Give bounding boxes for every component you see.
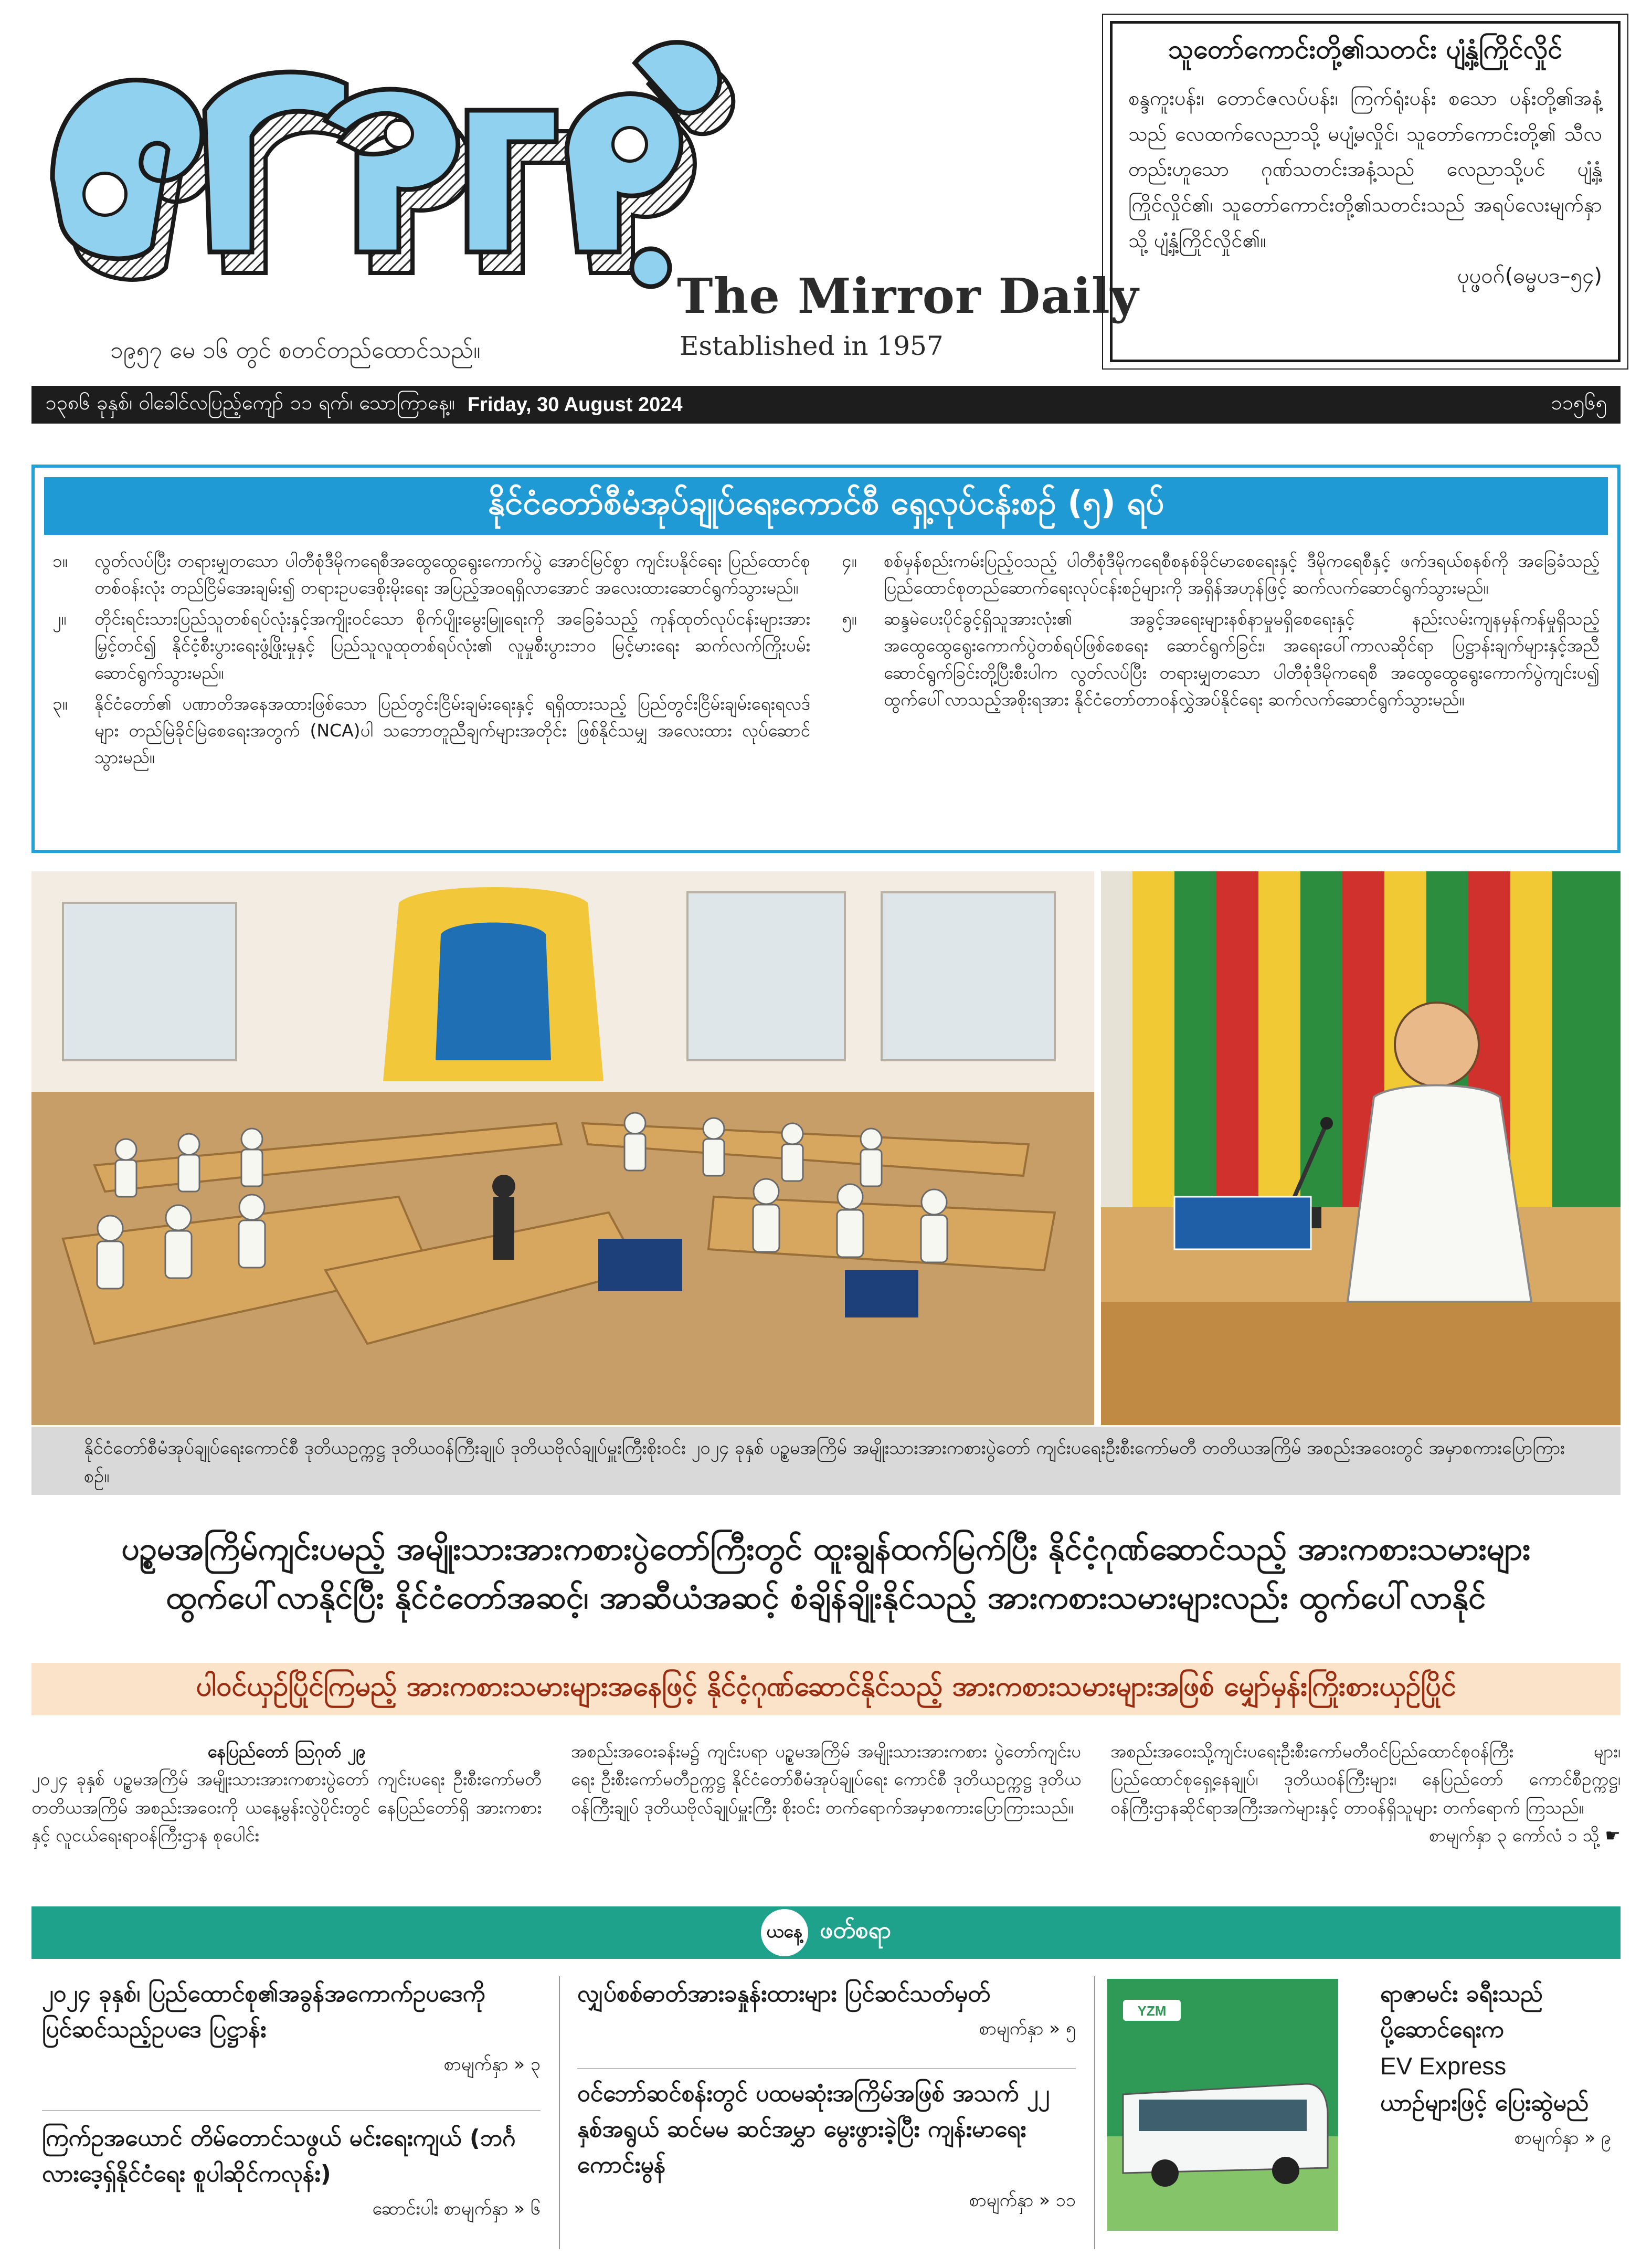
index-item-page: စာမျက်နှာ » ၉: [1514, 2127, 1611, 2148]
objective-item: [52, 690, 810, 771]
row-divider: [577, 2068, 1076, 2069]
objective-item: [52, 547, 810, 601]
index-item-page: စာမျက်နှာ » ၁၁: [969, 2189, 1076, 2211]
index-item[interactable]: [42, 1976, 541, 2079]
proverb-title: သူတော်ကောင်းတို့၏သတင်း ပျံ့နှံ့ကြိုင်လှိုင်: [1168, 34, 1563, 65]
speaker-photo: [1101, 871, 1621, 1425]
objectives-column-left: [52, 547, 810, 775]
objective-text: လွတ်လပ်ပြီး တရားမျှတသော ပါတီစုံဒီမိုကရေစီအထွေထွေရွေးကောက်ပွဲ အောင်မြင်စွာ ကျင်းပနိုင်ရေး ပြည်ထောင်စုတစ်ဝန်းလုံး တည်ငြိမ်အေးချမ်း၍ တရားဥပဒေစိုးမိုးရေး အပြည့်အဝရရှိလာအောင် အလေးထားဆောင်ရွက်သွားမည်။: [94, 551, 810, 598]
index-item[interactable]: [577, 1976, 1076, 2043]
index-item-title: ဝင်ဘော်ဆင်စန်းတွင် ပထမဆုံးအကြိမ်အဖြစ် အသက် ၂၂ နှစ်အရွယ် ဆင်မမ ဆင်အမွှာ မွေးဖွားခဲ့ပြီး ကျန်းမာရေး ကောင်းမွန်: [577, 2080, 1050, 2179]
objective-text: တိုင်းရင်းသားပြည်သူတစ်ရပ်လုံးနှင့်အကျိုးဝင်သော စိုက်ပျိုးမွေးမြူရေးကို အခြေခံသည့် ကုန်ထုတ်လုပ်ငန်းများအား မြှင့်တင်၍ နိုင်ငံ့စီးပွားရေးဖွံ့ဖြိုးမှုနှင့် ပြည်သူလူထုတစ်ရပ်လုံး၏ လူမှုစီးပွားဘဝ မြင့်မားရေး ဆက်လက်ကြိုးပမ်းဆောင်ရွက်သွားမည်။: [94, 608, 810, 683]
established-en: Established in 1957: [680, 331, 944, 361]
objective-item: [842, 605, 1600, 713]
objective-number: ၃။: [52, 693, 68, 714]
index-item-page: ဆောင်းပါး စာမျက်နှာ » ၆: [372, 2198, 541, 2220]
index-item-title-en: EV Express: [1380, 2052, 1507, 2080]
objective-item: [842, 547, 1600, 601]
ev-bus-image: [1107, 1979, 1338, 2231]
index-bar: [31, 1906, 1621, 1959]
objective-text: ဆန္ဒမဲပေးပိုင်ခွင့်ရှိသူအားလုံး၏ အခွင့်အရေးများနစ်နာမှုမရှိစေရေးနှင့် နည်းလမ်းကျနမှန်ကန်မှုရှိသည့် အထွေထွေရွေးကောက်ပွဲတစ်ရပ်ဖြစ်စေရေး ဆောင်ရွက်ခြင်း၊ အရေးပေါ်ကာလဆိုင်ရာ ပြဋ္ဌာန်းချက်များနှင့်အညီ ဆောင်ရွက်ခြင်းတို့ပြီးစီးပါက လွတ်လပ်ပြီး တရားမျှတသော ပါတီစုံဒီမိုကရေစီ အထွေထွေရွေးကောက်ပွဲကျင်းပ၍ ထွက်ပေါ်လာသည့်အစိုးရအား နိုင်ငံတော်တာဝန်လွှဲအပ်နိုင်ရေး ဆက်လက်ဆောင်ရွက်သွားမည်။: [884, 608, 1600, 710]
row-divider: [42, 2110, 541, 2111]
story-continue-link[interactable]: စာမျက်နှာ ၃ ကော်လံ ၁ သို့ ☛: [1429, 1825, 1621, 1846]
date-myanmar: ၁၃၈၆ ခုနှစ်၊ ဝါခေါင်လပြည့်ကျော် ၁၁ ရက်၊ သောကြာနေ့။: [45, 391, 455, 414]
story-column-3: [1110, 1737, 1621, 1895]
index-item-title: ကြက်ဥအယောင် တိမ်တောင်သဖွယ် မင်းရေးကျယ် (ဘင်္ဂလားဒေ့ရှ်နိုင်ငံရေး စူပါဆိုင်ကလုန်း): [42, 2125, 516, 2188]
story-column-1: [31, 1737, 542, 1895]
date-english: Friday, 30 August 2024: [467, 393, 683, 416]
headline-line-2: ထွက်ပေါ်လာနိုင်ပြီး နိုင်ငံတော်အဆင့်၊ အာဆီယံအဆင့် စံချိန်ချိုးနိုင်သည့် အားကစားသမားများလည်း ထွက်ပေါ်လာနိုင်: [166, 1579, 1486, 1616]
meeting-hall-photo: [31, 871, 1094, 1425]
objective-number: ၅။: [842, 608, 857, 629]
objective-number: ၁။: [52, 551, 68, 571]
issue-number: ၁၁၅၆၅: [1551, 391, 1607, 414]
index-item[interactable]: [42, 2121, 541, 2223]
objective-text: နိုင်ငံတော်၏ ပဏာတိအနေအထားဖြစ်သော ပြည်တွင်းငြိမ်းချမ်းရေးနှင့် ရရှိထားသည့် ပြည်တွင်းငြိမ်းချမ်းရေးရလဒ်များ တည်မြဲခိုင်မြဲစေရေးအတွက် (NCA)ပါ သဘောတူညီချက်များအတိုင်း ဖြစ်နိုင်သမျှ အလေးထား လုပ်ဆောင်သွားမည်။: [94, 693, 810, 767]
index-item-title: ရာဇာမင်း ခရီးသည်ပို့ဆောင်ရေးက: [1380, 1980, 1543, 2043]
photo-caption: နိုင်ငံတော်စီမံအုပ်ချုပ်ရေးကောင်စီ ဒုတိယဥက္ကဋ္ဌ ဒုတိယဝန်ကြီးချုပ် ဒုတိယဗိုလ်ချုပ်မှူးကြီးစိုးဝင်း ၂၀၂၄ ခုနှစ် ပဉ္စမအကြိမ် အမျိုးသားအားကစားပွဲတော် ကျင်းပရေးဦးစီးကော်မတီ တတိယအကြိမ် အစည်းအဝေးတွင် အမှာစကားပြောကြားစဉ်။: [31, 1427, 1621, 1495]
proverb-reference: ပုပ္ဖဝဂ်(ဓမ္မပဒ–၅၄): [1457, 264, 1602, 289]
date-bar: [31, 386, 1621, 424]
main-headline: [31, 1525, 1621, 1622]
objective-number: ၂။: [52, 608, 67, 629]
today-badge: ယနေ့: [761, 1909, 808, 1956]
objective-item: [52, 605, 810, 686]
story-column-2: [571, 1737, 1081, 1895]
proverb-body: စန္ဒကူးပန်း၊ တောင်ဇလပ်ပန်း၊ ကြက်ရုံးပန်း စသော ပန်းတို့၏အနံ့သည် လေထက်လေညာသို့ မပျံ့မလှိုင်၊ သူတော်ကောင်းတို့၏ သီလတည်းဟူသော ဂုဏ်သတင်းအနံ့သည် လေညာသို့ပင် ပျံ့နှံ့ကြိုင်လှိုင်၏၊ သူတော်ကောင်းတို့၏သတင်းသည် အရပ်လေးမျက်နှာသို့ ပျံ့နှံ့ကြိုင်လှိုင်၏။: [1128, 87, 1602, 252]
objectives-box: [31, 465, 1621, 853]
objectives-column-right: [842, 547, 1600, 775]
index-item-page: စာမျက်နှာ » ၃: [443, 2054, 541, 2075]
story-text: အစည်းအဝေးခန်းမ၌ ကျင်းပရာ ပဉ္စမအကြိမ် အမျိုးသားအားကစား ပွဲတော်ကျင်းပရေး ဦးစီးကော်မတီဥက္ကဋ္ဌ နိုင်ငံတော်စီမံအုပ်ချုပ်ရေး ကောင်စီ ဒုတိယဥက္ကဋ္ဌ ဒုတိယဝန်ကြီးချုပ် ဒုတိယဗိုလ်ချုပ်မှူးကြီး စိုးဝင်း တက်ရောက်အမှာစကားပြောကြားသည်။: [571, 1741, 1081, 1818]
ad-brand-logo: YZM: [1137, 2003, 1167, 2019]
lead-story: [31, 1737, 1621, 1895]
index-label: ဖတ်စရာ: [819, 1917, 892, 1944]
story-dateline: နေပြည်တော် ဩဂုတ် ၂၉: [207, 1741, 366, 1762]
column-divider: [1094, 1976, 1095, 2249]
index-item-title: ၂၀၂၄ ခုနှစ်၊ ပြည်ထောင်စု၏အခွန်အကောက်ဥပဒေကို ပြင်ဆင်သည့်ဥပဒေ ပြဋ္ဌာန်း: [42, 1980, 485, 2043]
sub-headline: ပါဝင်ယှဉ်ပြိုင်ကြမည့် အားကစားသမားများအနေဖြင့် နိုင်ငံ့ဂုဏ်ဆောင်နိုင်သည့် အားကစားသမားများအဖြစ် မျှော်မှန်းကြိုးစားယှဉ်ပြိုင်: [31, 1663, 1621, 1715]
column-divider: [559, 1976, 560, 2249]
index-item-title: လျှပ်စစ်ဓာတ်အားခနှုန်းထားများ ပြင်ဆင်သတ်မှတ်: [577, 1980, 990, 2007]
headline-line-1: ပဉ္စမအကြိမ်ကျင်းပမည့် အမျိုးသားအားကစားပွဲတော်ကြီးတွင် ထူးချွန်ထက်မြက်ပြီး နိုင်ငံ့ဂုဏ်ဆောင်သည့် အားကစားသမားများ: [121, 1531, 1531, 1567]
objective-text: စစ်မှန်စည်းကမ်းပြည့်ဝသည့် ပါတီစုံဒီမိုကရေစီစနစ်ခိုင်မာစေရေးနှင့် ဒီမိုကရေစီနှင့် ဖက်ဒရယ်စနစ်ကို အခြေခံသည့် ပြည်ထောင်စုတည်ဆောက်ရေးလုပ်ငန်းစဉ်များကို အရှိန်အဟုန်ဖြင့် ဆက်လက်ဆောင်ရွက်သွားမည်။: [884, 551, 1600, 598]
index-item-title: ယာဉ်များဖြင့် ပြေးဆွဲမည်: [1380, 2089, 1589, 2116]
index-item-page: စာမျက်နှာ » ၅: [979, 2018, 1076, 2040]
masthead: [31, 21, 1621, 364]
objective-number: ၄။: [842, 551, 857, 571]
brand-name-en: The Mirror Daily: [677, 268, 1139, 324]
story-text: အစည်းအဝေးသို့ကျင်းပရေးဦးစီးကော်မတီဝင်ပြည်ထောင်စုဝန်ကြီး များ၊ ပြည်ထောင်စုရှေ့နေချုပ်၊ ဒုတိယဝန်ကြီးများ၊ နေပြည်တော် ကောင်စီဥက္ကဋ္ဌ၊ ဝန်ကြီးဌာနဆိုင်ရာအကြီးအကဲများနှင့် တာဝန်ရှိသူများ တက်ရောက် ကြသည်။: [1110, 1741, 1621, 1818]
story-text: ၂၀၂၄ ခုနှစ် ပဉ္စမအကြိမ် အမျိုးသားအားကစားပွဲတော် ကျင်းပရေး ဦးစီးကော်မတီ တတိယအကြိမ် အစည်းအဝေးကို ယနေ့မွန်းလွဲပိုင်းတွင် နေပြည်တော်ရှိ အားကစားနှင့် လူငယ်ရေးရာဝန်ကြီးဌာန စုပေါင်း: [31, 1769, 542, 1846]
index-item[interactable]: [1380, 1976, 1611, 2152]
founded-date-my: ၁၉၅၇ မေ ၁၆ တွင် စတင်တည်ထောင်သည်။: [110, 337, 481, 364]
proverb-box: [1110, 21, 1621, 362]
objectives-title: နိုင်ငံတော်စီမံအုပ်ချုပ်ရေးကောင်စီ ရှေ့လုပ်ငန်းစဉ် (၅) ရပ်: [44, 477, 1608, 535]
index-item[interactable]: [577, 2076, 1076, 2214]
